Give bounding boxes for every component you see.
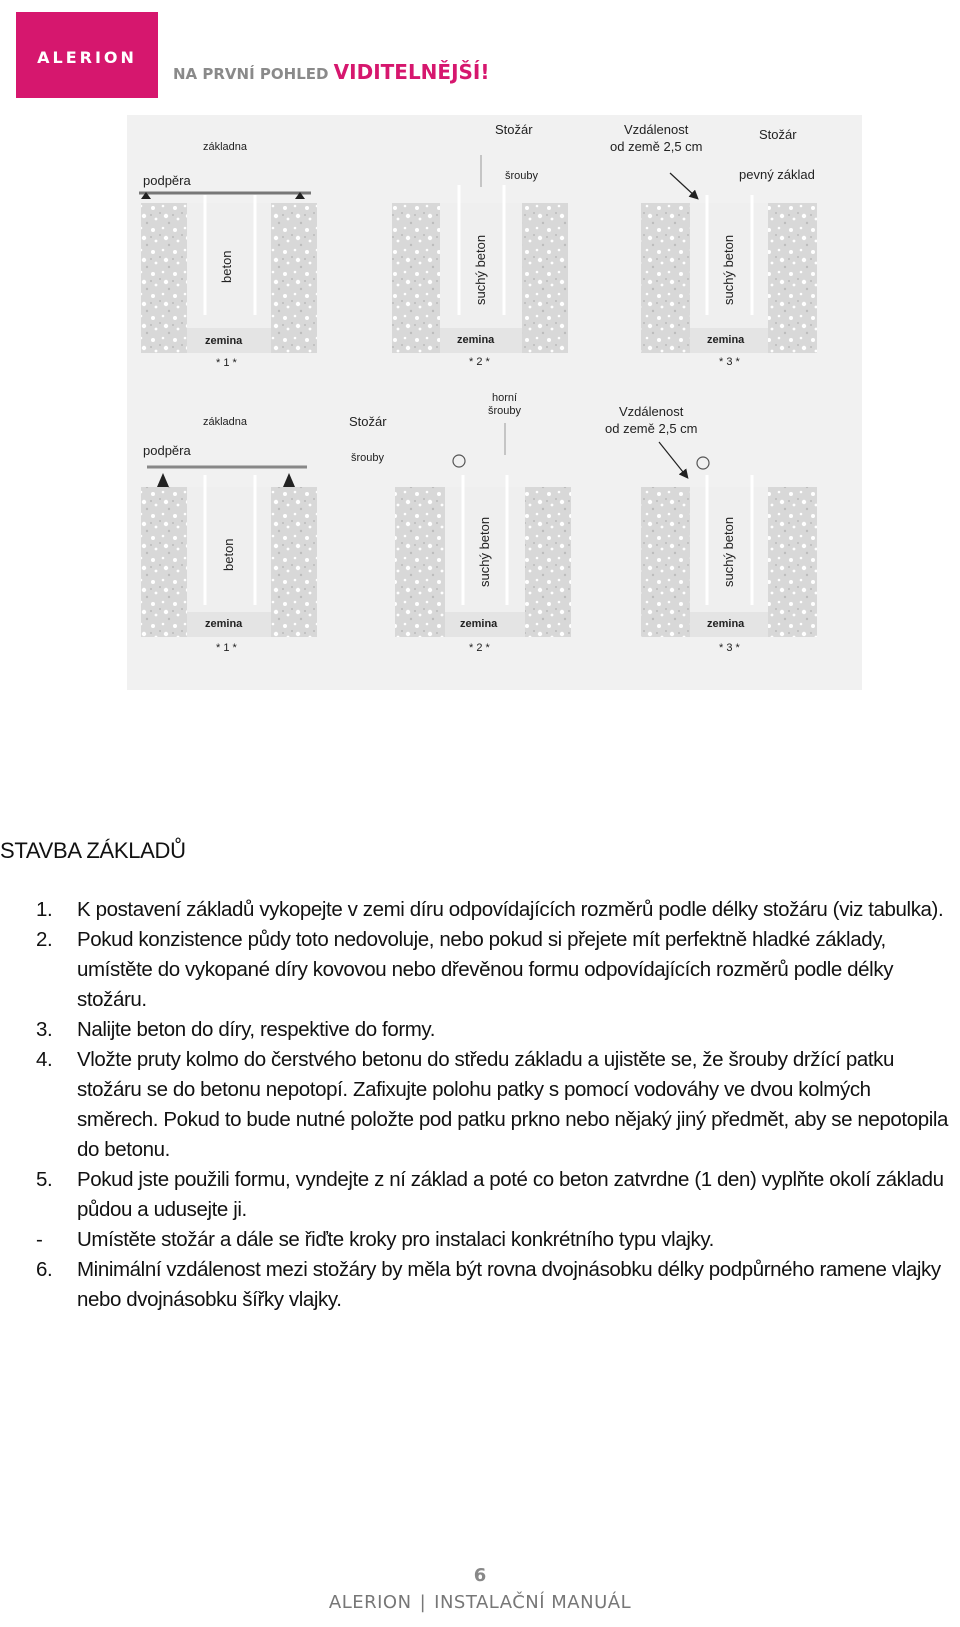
tagline-gray: NA PRVNÍ POHLED [173, 65, 334, 83]
brand-logo-text: ALERION [37, 48, 137, 67]
section-title: STAVBA ZÁKLADŮ [0, 838, 186, 863]
label-horni-2: šrouby [488, 405, 522, 417]
label-stozar-top-1: Stožár [495, 122, 533, 137]
label-stozar-top-2: Stožár [759, 127, 797, 142]
list-item-text: Pokud jste použili formu, vyndejte z ní základ a poté co beton zatvrdne (1 den) vyplňte okolí základu půdou a udusejte ji. [77, 1168, 944, 1221]
label-podpera-top: podpěra [143, 173, 191, 188]
label-suchy-bottom-2: suchý beton [721, 516, 736, 587]
label-n1-bottom: * 1 * [216, 642, 237, 654]
list-item-number: 2. [36, 928, 53, 951]
label-n2-top: * 2 * [469, 356, 490, 368]
label-podpera-bottom: podpěra [143, 443, 191, 458]
list-item-text: Vložte pruty kolmo do čerstvého betonu do středu základu a ujistěte se, že šrouby držící patku stožáru se do betonu nepotopí. Zafixujte polohu patky s pomocí vodováhy ve dvou kolmých směrech. Pokud to bude nutné položte pod patku prkno nebo nějaký jiný předmět, aby se nepotopila do betonu. [77, 1048, 949, 1161]
steps-list [36, 895, 956, 1315]
label-zakladna-bottom: základna [203, 416, 248, 428]
label-zemina-top-2: zemina [457, 334, 495, 346]
footer-title: INSTALAČNÍ MANUÁL [434, 1592, 632, 1613]
list-item [36, 1015, 956, 1045]
label-n3-top: * 3 * [719, 356, 740, 368]
label-zakladna-top: základna [203, 141, 248, 153]
list-item [36, 1225, 956, 1255]
label-zemina-top-1: zemina [205, 335, 243, 347]
list-item-number: - [36, 1228, 43, 1251]
label-beton-top: beton [219, 250, 234, 283]
brand-logo [16, 12, 158, 98]
footer-separator: | [419, 1592, 427, 1613]
label-vzdalenost-bottom-2: od země 2,5 cm [605, 421, 698, 436]
list-item [36, 895, 956, 925]
label-zemina-bottom-3: zemina [707, 618, 745, 630]
label-suchy-top-1: suchý beton [473, 234, 488, 305]
label-stozar-bottom: Stožár [349, 414, 387, 429]
list-item-text: Minimální vzdálenost mezi stožáry by měla být rovna dvojnásobku délky podpůrného ramene vlajky nebo dvojnásobku šířky vlajky. [77, 1258, 941, 1311]
tagline [173, 60, 490, 84]
list-item-text: Pokud konzistence půdy toto nedovoluje, nebo pokud si přejete mít perfektně hladké základy, umístěte do vykopané díry kovovou nebo dřevěnou formu odpovídajících rozměrů podle délky stožáru. [77, 928, 894, 1011]
label-n2-bottom: * 2 * [469, 642, 490, 654]
tagline-pink: VIDITELNĚJŠÍ! [333, 60, 490, 84]
list-item [36, 1165, 956, 1225]
list-item-text: Umístěte stožár a dále se řiďte kroky pro instalaci konkrétního typu vlajky. [77, 1228, 714, 1251]
label-vzdalenost-top-1: Vzdálenost [624, 122, 689, 137]
footer-brand: ALERION [328, 1592, 412, 1613]
label-pevny-zaklad: pevný základ [739, 167, 815, 182]
label-vzdalenost-top-2: od země 2,5 cm [610, 139, 703, 154]
list-item-text: Nalijte beton do díry, respektive do formy. [77, 1018, 436, 1041]
list-item [36, 925, 956, 1015]
foundation-diagram [127, 115, 862, 690]
label-srouby-bottom: šrouby [351, 452, 385, 464]
list-item-number: 4. [36, 1048, 53, 1071]
list-item-number: 1. [36, 898, 53, 921]
label-zemina-top-3: zemina [707, 334, 745, 346]
footer [0, 1592, 960, 1613]
label-vzdalenost-bottom-1: Vzdálenost [619, 404, 684, 419]
page-number: 6 [473, 1565, 487, 1586]
list-item-number: 3. [36, 1018, 53, 1041]
list-item [36, 1045, 956, 1165]
label-zemina-bottom-1: zemina [205, 618, 243, 630]
label-suchy-bottom-1: suchý beton [477, 516, 492, 587]
label-suchy-top-2: suchý beton [721, 234, 736, 305]
list-item [36, 1255, 956, 1315]
list-item-text: K postavení základů vykopejte v zemi díru odpovídajících rozměrů podle délky stožáru (viz tabulka). [77, 898, 944, 921]
label-srouby-top: šrouby [505, 170, 539, 182]
list-item-number: 5. [36, 1168, 53, 1191]
label-horni-1: horní [492, 392, 518, 404]
label-n1-top: * 1 * [216, 357, 237, 369]
label-zemina-bottom-2: zemina [460, 618, 498, 630]
list-item-number: 6. [36, 1258, 53, 1281]
label-n3-bottom: * 3 * [719, 642, 740, 654]
label-beton-bottom: beton [221, 538, 236, 571]
